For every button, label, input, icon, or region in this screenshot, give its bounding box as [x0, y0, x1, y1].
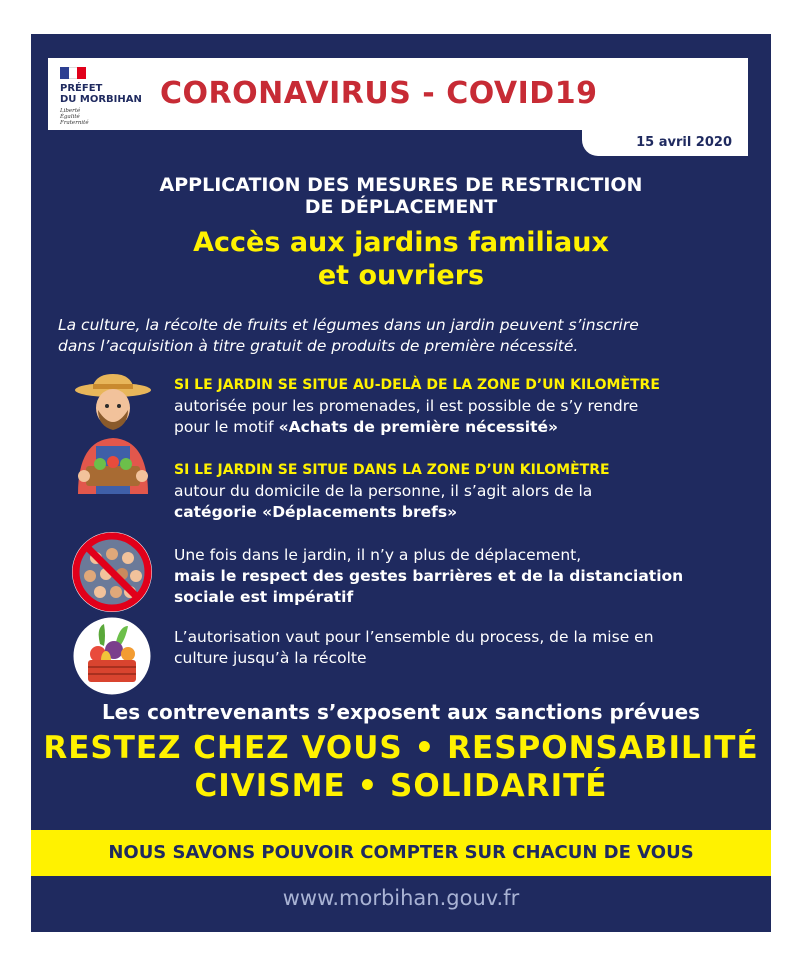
banner-text: NOUS SAVONS POUVOIR COMPTER SUR CHACUN DE VOUS — [108, 842, 694, 863]
gardener-icon — [72, 372, 154, 498]
yellow-banner — [31, 830, 771, 876]
publication-date: 15 avril 2020 — [636, 135, 732, 150]
subtitle: APPLICATION DES MESURES DE RESTRICTION DE DÉPLACEMENT — [159, 174, 643, 218]
rule-inside-1km: SI LE JARDIN SE SITUE DANS LA ZONE D’UN KILOMÈTRE autour du domicile de la personne, il s’agit alors de la catégorie «Déplacements brefs» — [174, 460, 744, 523]
marianne-logo — [60, 67, 86, 79]
rule-inside-1km-title: SI LE JARDIN SE SITUE DANS LA ZONE D’UN KILOMÈTRE — [174, 462, 610, 478]
rule-outside-1km: SI LE JARDIN SE SITUE AU-DELÀ DE LA ZONE D’UN KILOMÈTRE autorisée pour les promenades, il est possible de s’y rendre pour le motif «Achats de première nécessité» — [174, 375, 744, 438]
date-tab — [582, 130, 748, 156]
intro-text: La culture, la récolte de fruits et légumes dans un jardin peuvent s’inscrire dans l’acquisition à titre gratuit de produits de première nécessité. — [58, 316, 639, 355]
headline: Accès aux jardins familiaux et ouvriers — [193, 227, 609, 291]
sanctions-text: Les contrevenants s’exposent aux sanctions prévues — [101, 700, 701, 724]
slogan-line-2: CIVISME • SOLIDARITÉ — [194, 768, 608, 804]
main-title: CORONAVIRUS - COVID19 — [160, 76, 598, 111]
rule-barrier-gestures: Une fois dans le jardin, il n’y a plus de déplacement, mais le respect des gestes barrières et de la distanciation sociale est impératif — [174, 546, 684, 606]
rule-outside-1km-title: SI LE JARDIN SE SITUE AU-DELÀ DE LA ZONE D’UN KILOMÈTRE — [174, 377, 660, 393]
slogan-line-1: RESTEZ CHEZ VOUS • RESPONSABILITÉ — [43, 730, 759, 766]
website-link[interactable]: www.morbihan.gouv.fr — [282, 886, 520, 910]
no-crowd-icon — [70, 530, 154, 618]
rule-whole-process: L’autorisation vaut pour l’ensemble du process, de la mise en culture jusqu’à la récolte — [174, 628, 654, 667]
prefet-name: PRÉFET DU MORBIHAN — [60, 83, 142, 105]
vegetable-basket-icon — [70, 614, 154, 702]
republic-motto: Liberté Égalité Fraternité — [60, 108, 89, 126]
header-band — [48, 58, 748, 130]
